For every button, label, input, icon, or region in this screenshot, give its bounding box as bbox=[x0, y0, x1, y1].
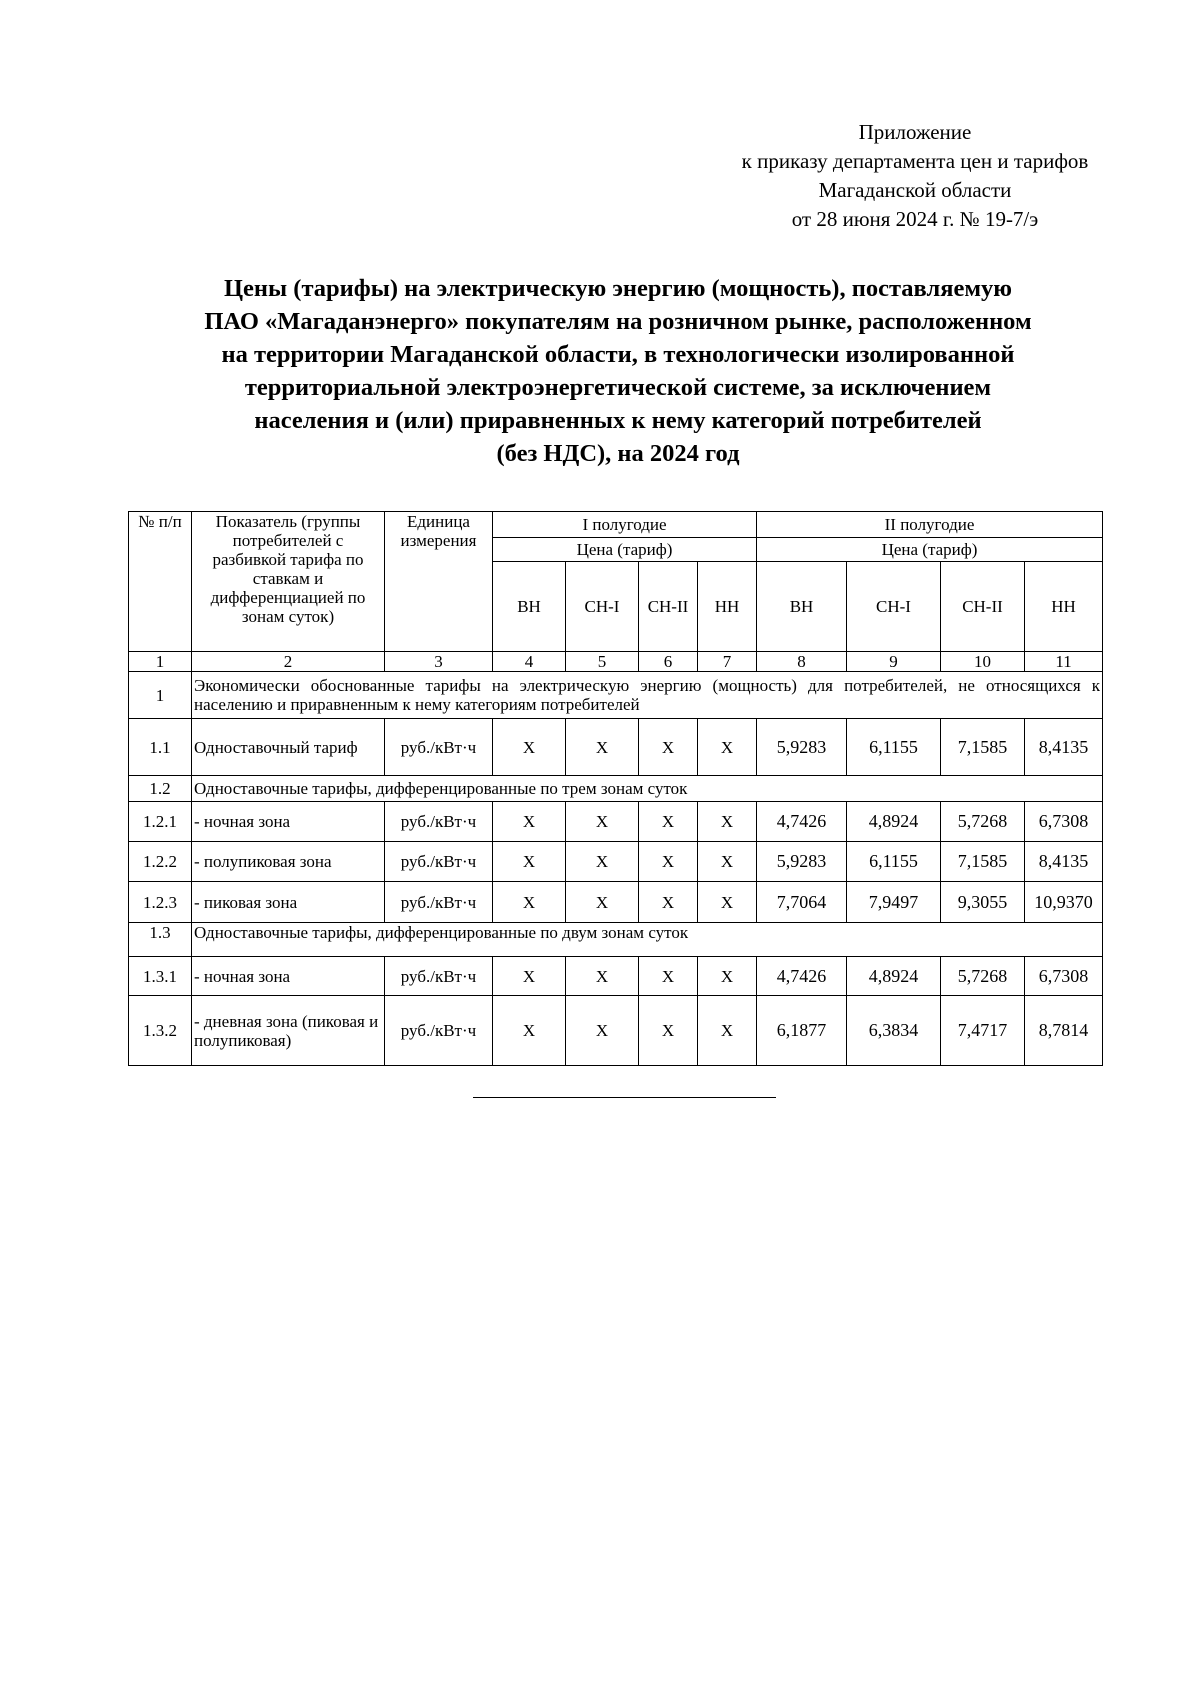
row-h2-vn: 4,7426 bbox=[757, 802, 847, 842]
column-number: 8 bbox=[757, 652, 847, 672]
table-row bbox=[129, 996, 1103, 1066]
header-level: ВН bbox=[757, 562, 847, 652]
tariff-table bbox=[128, 511, 1103, 1066]
row-h2-sn1: 7,9497 bbox=[847, 882, 941, 923]
appendix-order-ref: к приказу департамента цен и тарифов bbox=[741, 149, 1089, 173]
table-row bbox=[129, 957, 1103, 996]
section-title: Одноставочные тарифы, дифференцированные по двум зонам суток bbox=[192, 923, 1103, 957]
row-h1-sn2: Х bbox=[639, 842, 698, 882]
row-h2-nn: 8,4135 bbox=[1025, 842, 1103, 882]
column-number: 10 bbox=[941, 652, 1025, 672]
title-line: населения и (или) приравненных к нему категорий потребителей bbox=[254, 407, 982, 434]
title-line: (без НДС), на 2024 год bbox=[496, 440, 740, 467]
header-half-2: II полугодие bbox=[757, 512, 1103, 538]
table-row bbox=[129, 719, 1103, 776]
title-line: территориальной электроэнергетической системе, за исключением bbox=[244, 374, 992, 401]
column-number-row bbox=[129, 652, 1103, 672]
section-num: 1.2 bbox=[129, 776, 192, 802]
end-rule bbox=[473, 1097, 776, 1098]
table-row bbox=[129, 842, 1103, 882]
row-h1-nn: Х bbox=[698, 842, 757, 882]
row-h2-sn1: 6,1155 bbox=[847, 719, 941, 776]
document-title bbox=[118, 272, 1118, 470]
column-number: 1 bbox=[129, 652, 192, 672]
header-level: СН-I bbox=[847, 562, 941, 652]
row-name: - дневная зона (пиковая и полупиковая) bbox=[192, 996, 385, 1066]
column-number: 5 bbox=[566, 652, 639, 672]
row-h1-nn: Х bbox=[698, 957, 757, 996]
column-number: 11 bbox=[1025, 652, 1103, 672]
row-num: 1.1 bbox=[129, 719, 192, 776]
row-h1-sn2: Х bbox=[639, 719, 698, 776]
row-unit: руб./кВт·ч bbox=[385, 882, 493, 923]
row-unit: руб./кВт·ч bbox=[385, 802, 493, 842]
section-num: 1.3 bbox=[129, 923, 192, 957]
table-header-row bbox=[129, 512, 1103, 538]
row-h2-sn1: 6,1155 bbox=[847, 842, 941, 882]
row-num: 1.3.1 bbox=[129, 957, 192, 996]
column-number: 2 bbox=[192, 652, 385, 672]
row-h1-sn2: Х bbox=[639, 882, 698, 923]
title-line: Цены (тарифы) на электрическую энергию (мощность), поставляемую bbox=[224, 275, 1012, 302]
header-level: ВН bbox=[493, 562, 566, 652]
row-h2-sn2: 7,1585 bbox=[941, 719, 1025, 776]
row-h2-sn1: 6,3834 bbox=[847, 996, 941, 1066]
section-num: 1 bbox=[129, 672, 192, 719]
row-h1-nn: Х bbox=[698, 802, 757, 842]
row-h2-sn1: 4,8924 bbox=[847, 802, 941, 842]
row-name: - пиковая зона bbox=[192, 882, 385, 923]
row-h1-vn: Х bbox=[493, 882, 566, 923]
column-number: 9 bbox=[847, 652, 941, 672]
header-unit: Единица измерения bbox=[385, 512, 493, 652]
table-row bbox=[129, 882, 1103, 923]
column-number: 7 bbox=[698, 652, 757, 672]
section-row bbox=[129, 923, 1103, 957]
row-h1-nn: Х bbox=[698, 882, 757, 923]
row-h2-vn: 5,9283 bbox=[757, 842, 847, 882]
row-h1-sn1: Х bbox=[566, 842, 639, 882]
row-h1-vn: Х bbox=[493, 957, 566, 996]
row-h2-sn1: 4,8924 bbox=[847, 957, 941, 996]
row-h1-vn: Х bbox=[493, 842, 566, 882]
header-num: № п/п bbox=[129, 512, 192, 652]
header-half-1: I полугодие bbox=[493, 512, 757, 538]
row-h1-sn1: Х bbox=[566, 957, 639, 996]
section-row bbox=[129, 776, 1103, 802]
row-num: 1.2.1 bbox=[129, 802, 192, 842]
row-h2-sn2: 7,4717 bbox=[941, 996, 1025, 1066]
row-h2-nn: 6,7308 bbox=[1025, 802, 1103, 842]
row-h1-sn1: Х bbox=[566, 996, 639, 1066]
row-num: 1.3.2 bbox=[129, 996, 192, 1066]
row-h2-sn2: 7,1585 bbox=[941, 842, 1025, 882]
row-unit: руб./кВт·ч bbox=[385, 842, 493, 882]
section-row bbox=[129, 672, 1103, 719]
row-h2-vn: 4,7426 bbox=[757, 957, 847, 996]
row-h1-nn: Х bbox=[698, 719, 757, 776]
header-level: СН-I bbox=[566, 562, 639, 652]
appendix-region: Магаданской области bbox=[818, 178, 1012, 202]
header-level: СН-II bbox=[639, 562, 698, 652]
row-h1-sn2: Х bbox=[639, 802, 698, 842]
row-h1-vn: Х bbox=[493, 719, 566, 776]
row-name: Одноставочный тариф bbox=[192, 719, 385, 776]
row-h1-sn2: Х bbox=[639, 996, 698, 1066]
row-h2-vn: 7,7064 bbox=[757, 882, 847, 923]
appendix-header bbox=[680, 118, 1150, 234]
row-h1-vn: Х bbox=[493, 996, 566, 1066]
row-h2-sn2: 9,3055 bbox=[941, 882, 1025, 923]
row-num: 1.2.3 bbox=[129, 882, 192, 923]
row-h2-vn: 5,9283 bbox=[757, 719, 847, 776]
row-h2-nn: 8,7814 bbox=[1025, 996, 1103, 1066]
row-h2-nn: 8,4135 bbox=[1025, 719, 1103, 776]
row-unit: руб./кВт·ч bbox=[385, 996, 493, 1066]
column-number: 6 bbox=[639, 652, 698, 672]
row-h1-sn1: Х bbox=[566, 802, 639, 842]
header-level: СН-II bbox=[941, 562, 1025, 652]
row-h2-sn2: 5,7268 bbox=[941, 957, 1025, 996]
row-h2-nn: 10,9370 bbox=[1025, 882, 1103, 923]
row-name: - ночная зона bbox=[192, 802, 385, 842]
row-h1-nn: Х bbox=[698, 996, 757, 1066]
header-indicator: Показатель (группы потребителей с разбивкой тарифа по ставкам и дифференциацией по зонам суток) bbox=[192, 512, 385, 652]
row-h1-sn2: Х bbox=[639, 957, 698, 996]
row-unit: руб./кВт·ч bbox=[385, 719, 493, 776]
section-title: Одноставочные тарифы, дифференцированные по трем зонам суток bbox=[192, 776, 1103, 802]
header-price-half-1: Цена (тариф) bbox=[493, 538, 757, 562]
row-h1-sn1: Х bbox=[566, 882, 639, 923]
row-h2-nn: 6,7308 bbox=[1025, 957, 1103, 996]
row-num: 1.2.2 bbox=[129, 842, 192, 882]
appendix-label: Приложение bbox=[858, 120, 972, 144]
row-name: - ночная зона bbox=[192, 957, 385, 996]
appendix-date-number: от 28 июня 2024 г. № 19-7/э bbox=[791, 207, 1039, 231]
title-line: на территории Магаданской области, в технологически изолированной bbox=[221, 341, 1015, 368]
row-h2-vn: 6,1877 bbox=[757, 996, 847, 1066]
section-title: Экономически обоснованные тарифы на электрическую энергию (мощность) для потребителей, не относящихся к населению и приравненным к нему категориям потребителей bbox=[192, 672, 1103, 719]
header-level: НН bbox=[698, 562, 757, 652]
row-name: - полупиковая зона bbox=[192, 842, 385, 882]
row-unit: руб./кВт·ч bbox=[385, 957, 493, 996]
column-number: 3 bbox=[385, 652, 493, 672]
row-h1-vn: Х bbox=[493, 802, 566, 842]
row-h2-sn2: 5,7268 bbox=[941, 802, 1025, 842]
header-level: НН bbox=[1025, 562, 1103, 652]
title-line: ПАО «Магаданэнерго» покупателям на розничном рынке, расположенном bbox=[204, 308, 1032, 335]
header-price-half-2: Цена (тариф) bbox=[757, 538, 1103, 562]
row-h1-sn1: Х bbox=[566, 719, 639, 776]
table-row bbox=[129, 802, 1103, 842]
column-number: 4 bbox=[493, 652, 566, 672]
